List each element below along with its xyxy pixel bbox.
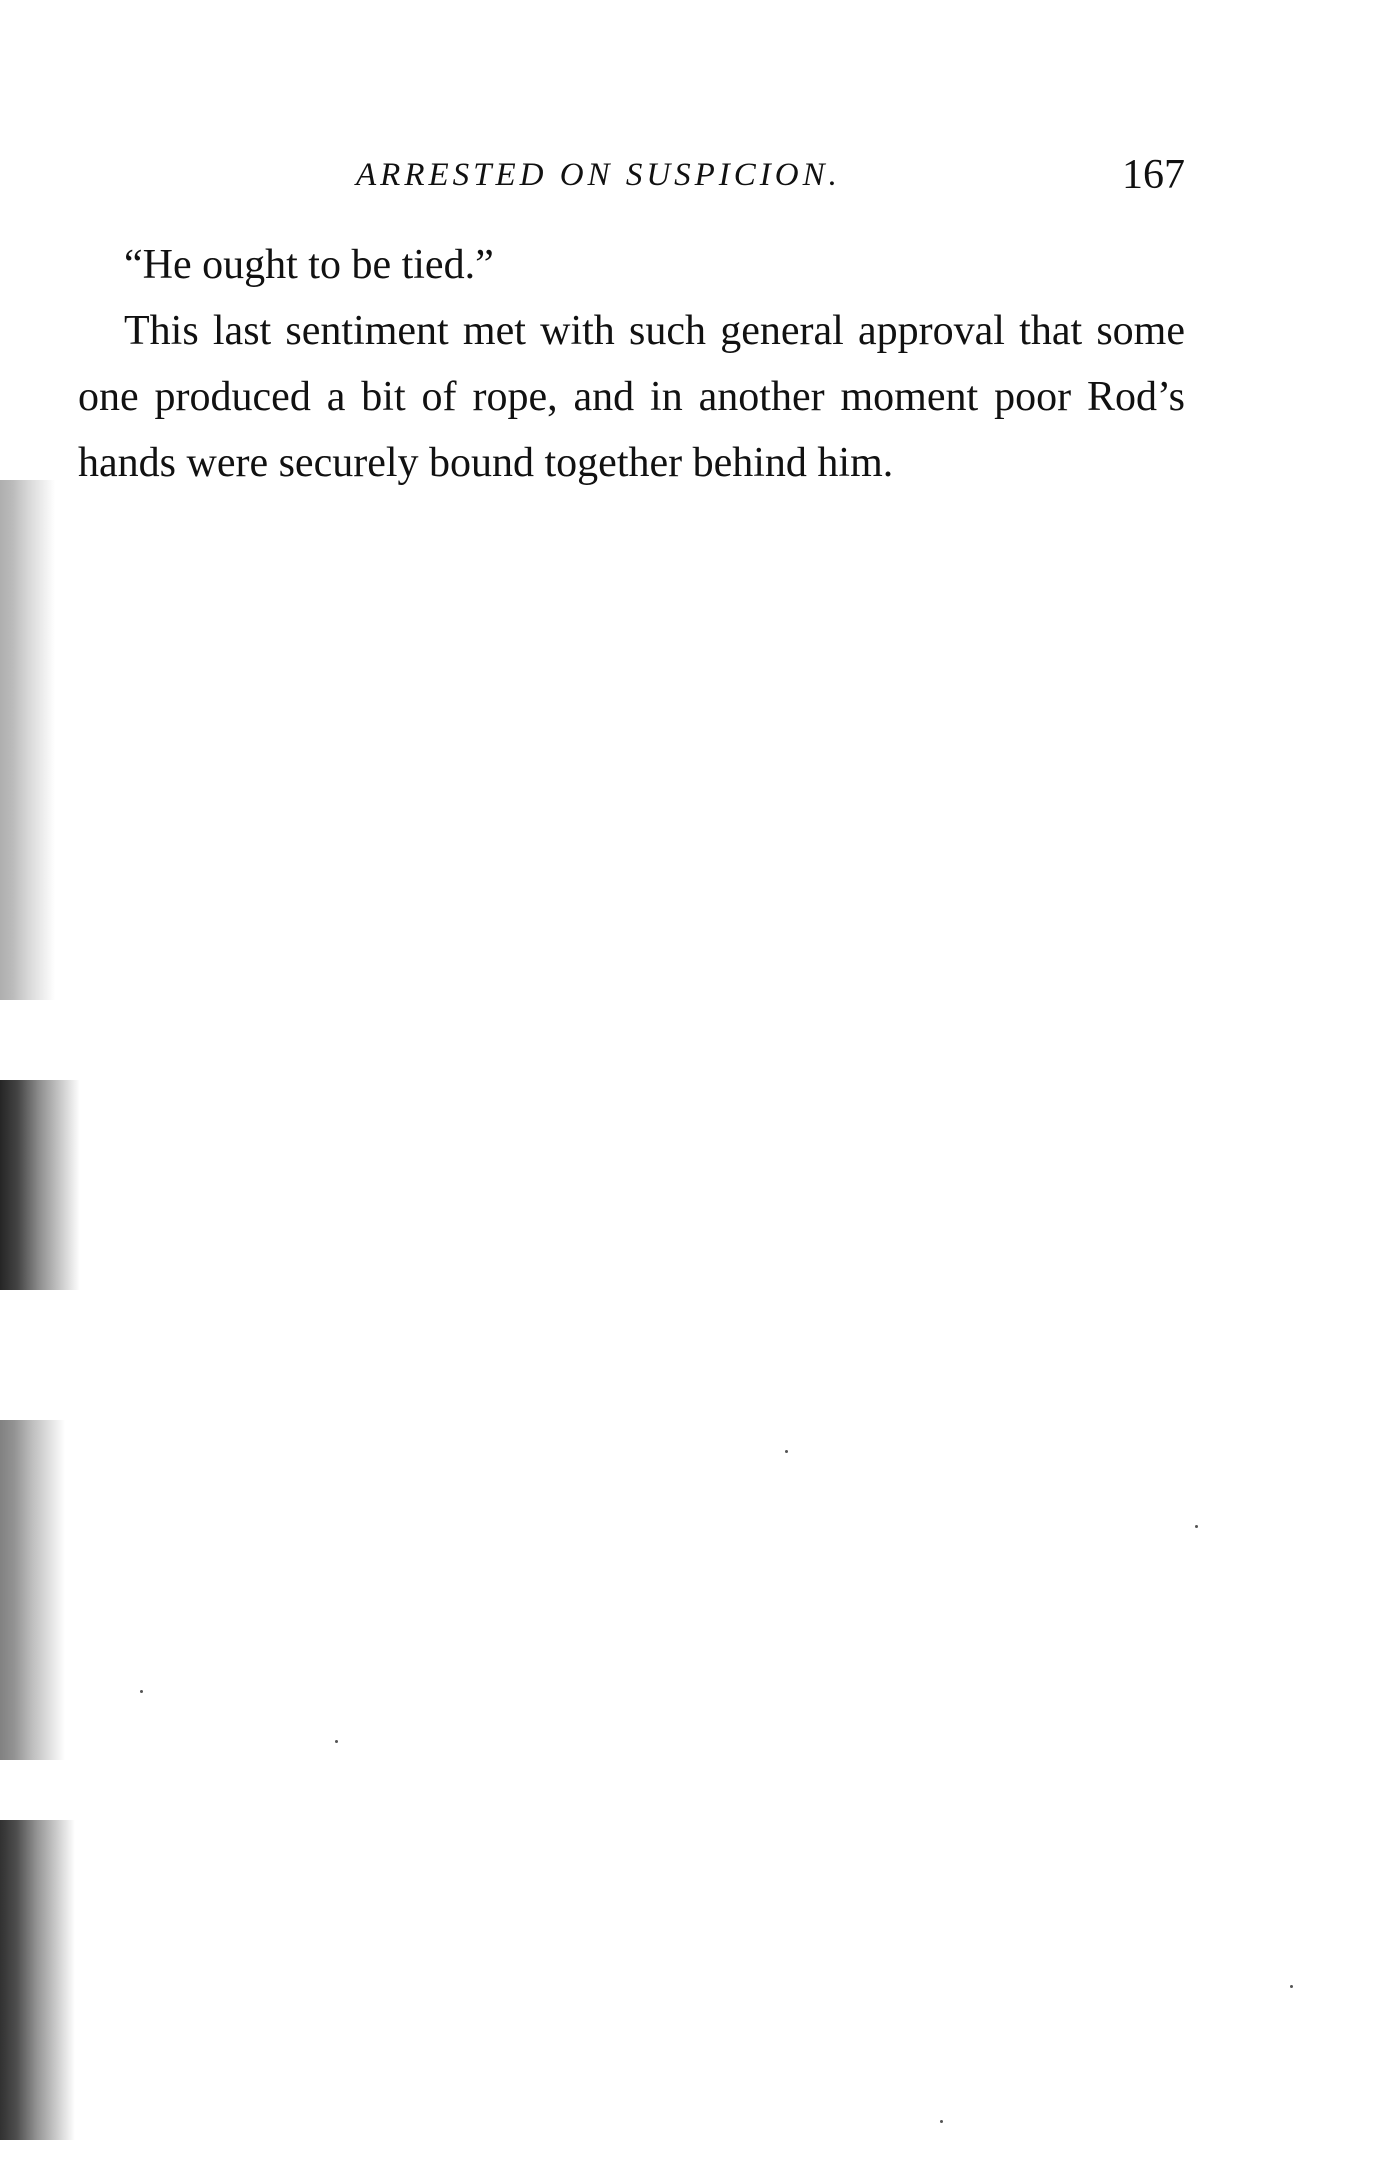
paper-speck <box>785 1450 788 1453</box>
body-text <box>78 232 1185 496</box>
paper-speck <box>140 1690 143 1693</box>
paragraph-2: This last sentiment met with such general approval that some one produced a bit of rope, and in another moment poor Rod’s hands were securely bound together behind him. <box>78 308 1185 486</box>
binding-shadow <box>0 1820 75 2140</box>
paper-speck <box>940 2120 943 2123</box>
binding-shadow <box>0 480 55 1000</box>
paper-speck <box>1195 1525 1198 1528</box>
paper-speck <box>335 1740 338 1743</box>
binding-shadow <box>0 1080 80 1290</box>
running-head <box>78 150 1185 200</box>
binding-shadow <box>0 1420 65 1760</box>
page-number: 167 <box>1122 152 1185 198</box>
paragraph-1: “He ought to be tied.” <box>124 242 494 288</box>
paper-speck <box>1290 1985 1293 1988</box>
running-title: ARRESTED ON SUSPICION. <box>356 157 841 193</box>
